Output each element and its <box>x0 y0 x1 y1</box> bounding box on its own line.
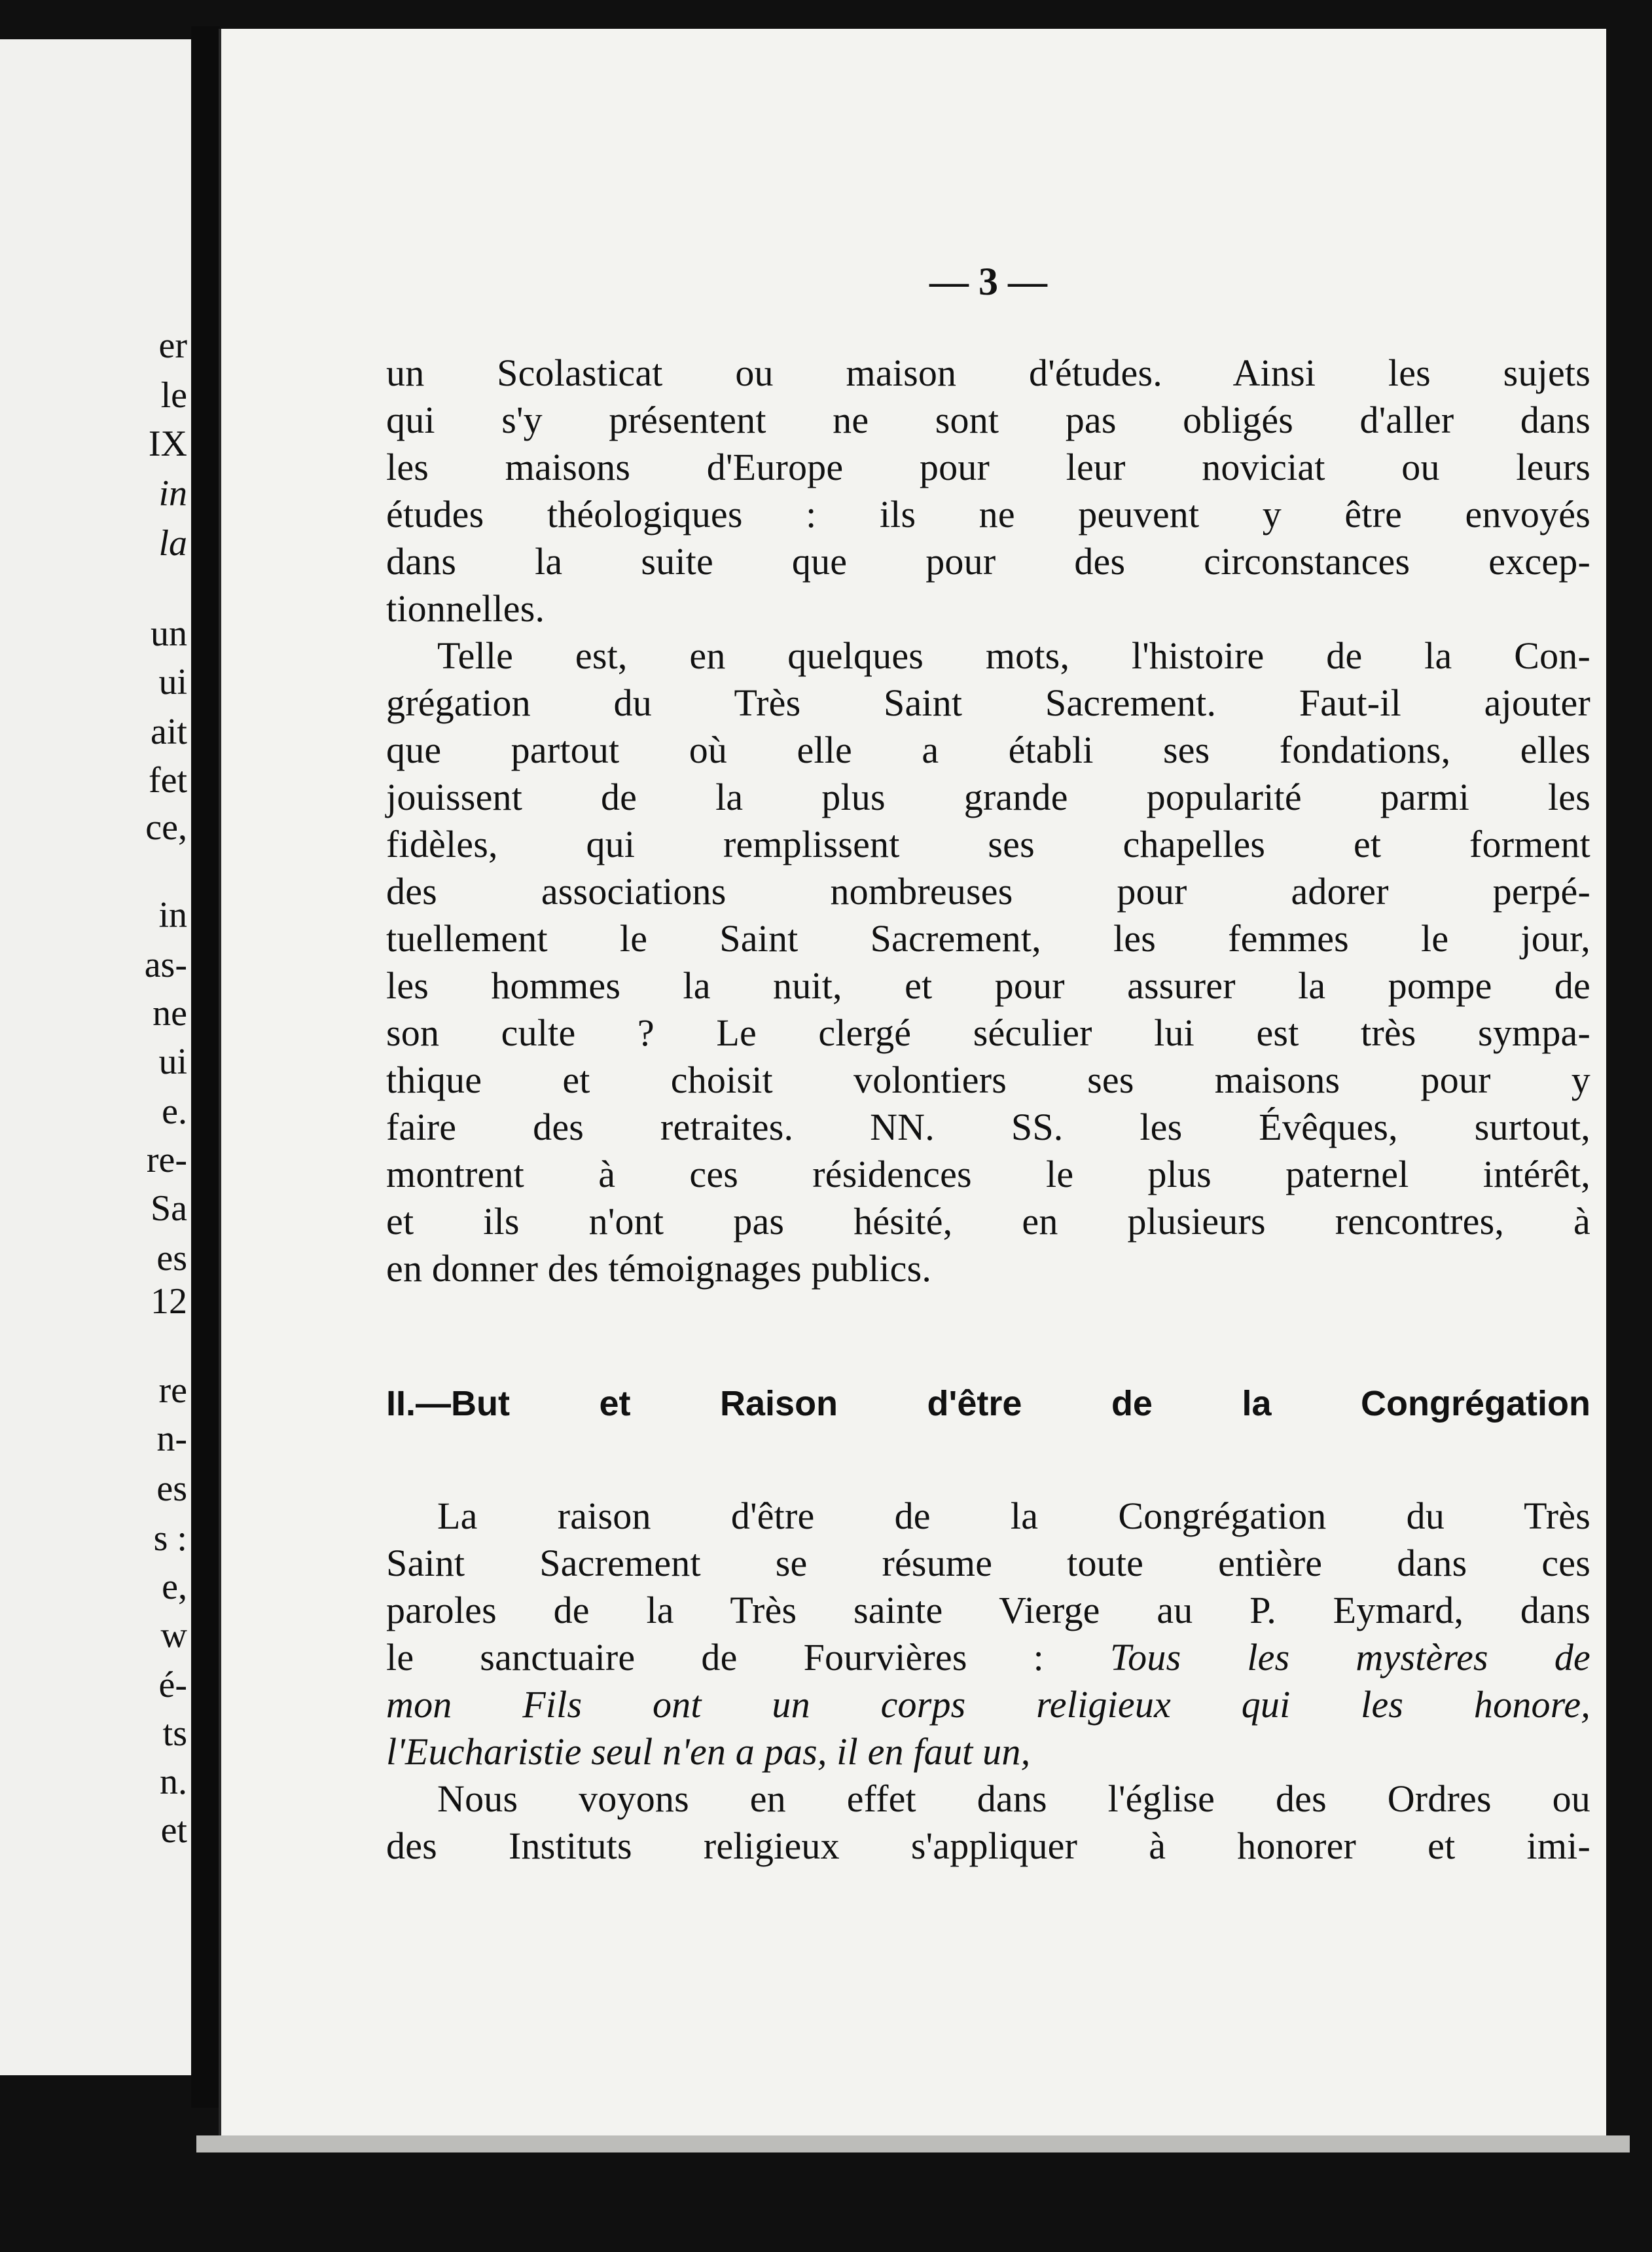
left-page-text-fragment: Sa <box>151 1188 187 1229</box>
left-page-text-fragment: fet <box>148 760 187 801</box>
paragraph-2-line: tuellement le Saint Sacrement, les femmes le jour, <box>386 917 1590 960</box>
paragraph-1-line: un Scolasticat ou maison d'études. Ainsi les sujets <box>386 352 1590 394</box>
paragraph-1-line: qui s'y présentent ne sont pas obligés d'aller dans <box>386 399 1590 441</box>
paragraph-3-line: Saint Sacrement se résume toute entière dans ces <box>386 1542 1590 1584</box>
paragraph-2-line: son culte ? Le clergé séculier lui est très sympa- <box>386 1011 1590 1054</box>
paragraph-2-line: en donner des témoignages publics. <box>386 1247 932 1290</box>
paragraph-4-line: Nous voyons en effet dans l'église des Ordres ou <box>437 1777 1590 1820</box>
left-page-text-fragment: es <box>156 1468 187 1509</box>
left-page-text-fragment: re <box>158 1370 187 1411</box>
section-heading: II.—But et Raison d'être de la Congrégation <box>386 1384 1590 1423</box>
left-page-text-fragment: un <box>151 613 187 654</box>
paragraph-1-line: dans la suite que pour des circonstances excep- <box>386 540 1590 583</box>
left-page-fragment <box>0 39 196 2075</box>
left-page-text-fragment: ts <box>162 1713 187 1754</box>
page-number: — 3 — <box>929 260 1047 303</box>
left-page-text-fragment: ce, <box>145 807 187 848</box>
paragraph-2-line: montrent à ces résidences le plus paternel intérêt, <box>386 1153 1590 1195</box>
left-page-text-fragment: w <box>160 1615 187 1656</box>
paragraph-2-line: et ils n'ont pas hésité, en plusieurs rencontres, à <box>386 1200 1590 1243</box>
left-page-text-fragment: in <box>158 895 187 935</box>
left-page-text-fragment: la <box>158 523 187 564</box>
left-page-text-fragment: n. <box>160 1762 187 1802</box>
left-page-text-fragment: 12 <box>151 1281 187 1322</box>
paragraph-2-line: des associations nombreuses pour adorer perpé- <box>386 870 1590 913</box>
paragraph-1-line: études théologiques : ils ne peuvent y être envoyés <box>386 493 1590 536</box>
paragraph-2-line: les hommes la nuit, et pour assurer la pompe de <box>386 964 1590 1007</box>
paragraph-4-line: des Instituts religieux s'appliquer à honorer et imi- <box>386 1825 1590 1867</box>
paragraph-1-line: les maisons d'Europe pour leur noviciat ou leurs <box>386 446 1590 488</box>
left-page-text-fragment: e, <box>162 1567 187 1607</box>
left-page-text-fragment: IX <box>148 424 187 464</box>
left-page-text-fragment: er <box>158 325 187 366</box>
left-page-text-fragment: le <box>160 375 187 416</box>
left-page-text-fragment: s : <box>153 1518 187 1559</box>
left-page-text-fragment: é- <box>158 1665 187 1705</box>
book-gutter <box>191 26 220 2108</box>
left-page-text-fragment: et <box>160 1810 187 1851</box>
paragraph-3-italic-quote-line: mon Fils ont un corps religieux qui les honore, <box>386 1683 1590 1726</box>
paragraph-2-line: Telle est, en quelques mots, l'histoire de la Con- <box>437 634 1590 677</box>
page-bottom-edge <box>196 2135 1630 2152</box>
left-page-text-fragment: re- <box>146 1140 187 1180</box>
paragraph-2-line: que partout où elle a établi ses fondations, elles <box>386 729 1590 771</box>
paragraph-3-line: paroles de la Très sainte Vierge au P. Eymard, dans <box>386 1589 1590 1631</box>
right-page <box>219 29 1606 2150</box>
left-page-text-fragment: ui <box>158 1042 187 1082</box>
left-page-text-fragment: es <box>156 1238 187 1279</box>
left-page-text-fragment: n- <box>156 1419 187 1459</box>
paragraph-2-line: grégation du Très Saint Sacrement. Faut-il ajouter <box>386 681 1590 724</box>
paragraph-3-line-mixed <box>386 1634 1590 1681</box>
paragraph-3-italic-quote: Tous les mystères de <box>1110 1636 1590 1679</box>
left-page-text-fragment: ui <box>158 662 187 702</box>
paragraph-1-line: tionnelles. <box>386 587 545 630</box>
left-page-text-fragment: e. <box>162 1091 187 1132</box>
left-page-text-fragment: in <box>158 473 187 514</box>
left-page-text-fragment: ait <box>151 712 187 752</box>
paragraph-2-line: faire des retraites. NN. SS. les Évêques, surtout, <box>386 1106 1590 1148</box>
left-page-text-fragment: as- <box>144 945 187 985</box>
paragraph-2-line: thique et choisit volontiers ses maisons pour y <box>386 1059 1590 1101</box>
left-page-text-fragment: ne <box>153 993 187 1034</box>
paragraph-2-line: fidèles, qui remplissent ses chapelles et forment <box>386 823 1590 865</box>
paragraph-3-plain-text: le sanctuaire de Fourvières : <box>386 1636 1111 1679</box>
paragraph-3-italic-quote-line: l'Eucharistie seul n'en a pas, il en faut un, <box>386 1730 1031 1773</box>
paragraph-3-line: La raison d'être de la Congrégation du Très <box>437 1495 1590 1537</box>
paragraph-2-line: jouissent de la plus grande popularité parmi les <box>386 776 1590 818</box>
